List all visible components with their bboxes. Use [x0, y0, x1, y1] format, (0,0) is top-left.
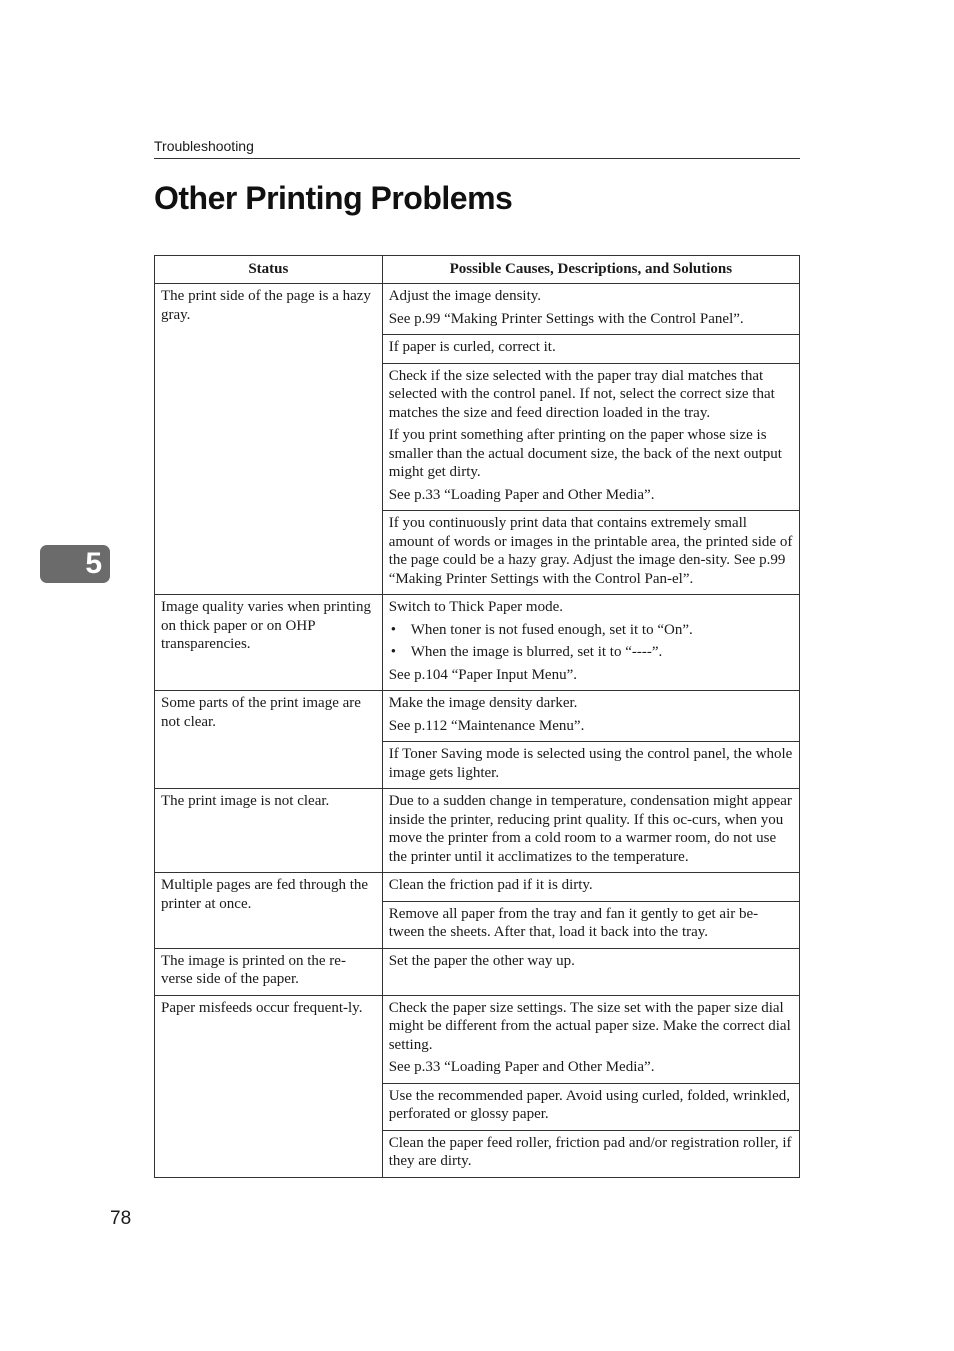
table-row: [155, 789, 800, 873]
status-cell: Paper misfeeds occur frequent-ly.: [155, 995, 383, 1177]
cross-reference: See p.104 “Paper Input Menu”.: [388, 666, 577, 683]
cross-reference: See p.99 “Making Printer Settings with the Control Panel”.: [388, 310, 744, 327]
solution-cell: [382, 948, 799, 995]
solution-text: Set the paper the other way up.: [388, 952, 575, 969]
solution-cell: [382, 335, 799, 364]
solution-cell: [382, 595, 799, 691]
page-title: Other Printing Problems: [154, 180, 513, 216]
table-row: [155, 873, 800, 902]
table-row: [155, 995, 800, 1083]
bullet-item: • When the image is blurred, set it to “----”.: [389, 643, 793, 662]
solution-cell: [382, 1130, 799, 1177]
solution-cell: [382, 742, 799, 789]
solution-text: Clean the paper feed roller, friction pad and/or registration roller, if they are dirty.: [388, 1134, 792, 1169]
table-row: [155, 595, 800, 691]
solution-cell: [382, 1083, 799, 1130]
chapter-number: 5: [85, 547, 102, 580]
status-cell: The print side of the page is a hazy gray.: [155, 284, 383, 595]
status-cell: Multiple pages are fed through the printer at once.: [155, 873, 383, 949]
solution-cell: [382, 901, 799, 948]
status-cell: The print image is not clear.: [155, 789, 383, 873]
solution-text: Check if the size selected with the paper tray dial matches that selected with the control panel. If not, select the correct size that matches the size and feed direction loaded in the tray.: [388, 367, 775, 421]
solution-text: Switch to Thick Paper mode.: [388, 599, 563, 615]
solution-text: If paper is curled, correct it.: [388, 339, 556, 355]
chapter-tab: [40, 545, 110, 583]
solution-text: Clean the friction pad if it is dirty.: [388, 877, 593, 893]
bullet-item: • When toner is not fused enough, set it to “On”.: [389, 621, 793, 640]
cross-reference: See p.33 “Loading Paper and Other Media”.: [388, 486, 655, 503]
cross-reference: See p.112 “Maintenance Menu”.: [388, 717, 585, 734]
running-head: Troubleshooting: [154, 138, 254, 154]
table-row: [155, 948, 800, 995]
solution-text: Adjust the image density.: [388, 288, 542, 304]
solution-bullet-list: [389, 621, 793, 662]
solution-cell: [382, 691, 799, 742]
solution-text: Make the image density darker.: [388, 695, 578, 711]
solution-cell: [382, 511, 799, 595]
status-cell: Some parts of the print image are not clear.: [155, 691, 383, 789]
solution-text: Check the paper size settings. The size set with the paper size dial might be different from the actual paper size. Make the correct dial setting.: [388, 999, 791, 1053]
solution-text: If you print something after printing on the paper whose size is smaller than the actual document size, the back of the next output might get dirty.: [388, 427, 782, 480]
header-rule: [154, 158, 800, 159]
column-header-status: Status: [155, 256, 383, 284]
column-header-solutions: Possible Causes, Descriptions, and Solutions: [382, 256, 799, 284]
solution-cell: [382, 284, 799, 335]
troubleshooting-table: [154, 255, 800, 1178]
solution-text: Use the recommended paper. Avoid using curled, folded, wrinkled, perforated or glossy paper.: [388, 1087, 790, 1122]
table-row: [155, 691, 800, 742]
solution-cell: [382, 363, 799, 511]
page-number: 78: [110, 1208, 132, 1229]
status-cell: The image is printed on the re-verse side of the paper.: [155, 948, 383, 995]
solution-cell: [382, 995, 799, 1083]
solution-cell: [382, 873, 799, 902]
table-header-row: [155, 256, 800, 284]
status-cell: Image quality varies when printing on thick paper or on OHP transparencies.: [155, 595, 383, 691]
solution-cell: [382, 789, 799, 873]
solution-text: Due to a sudden change in temperature, condensation might appear inside the printer, reducing print quality. If this oc-curs, when you move the printer from a cold room to a warmer room, do not use the printer until it acclimatizes to the temperature.: [388, 793, 792, 865]
solution-text: Remove all paper from the tray and fan it gently to get air be-tween the sheets. After that, load it back into the tray.: [388, 905, 759, 940]
solution-text: If Toner Saving mode is selected using the control panel, the whole image gets lighter.: [388, 746, 793, 781]
cross-reference: See p.33 “Loading Paper and Other Media”.: [388, 1059, 655, 1075]
table-row: [155, 284, 800, 335]
solution-text: If you continuously print data that contains extremely small amount of words or images in the printable area, the printed side of the page could be a hazy gray. Adjust the image den-sity. See p.99 “Making Printer Settings with the Control Pan-el”.: [388, 515, 793, 587]
